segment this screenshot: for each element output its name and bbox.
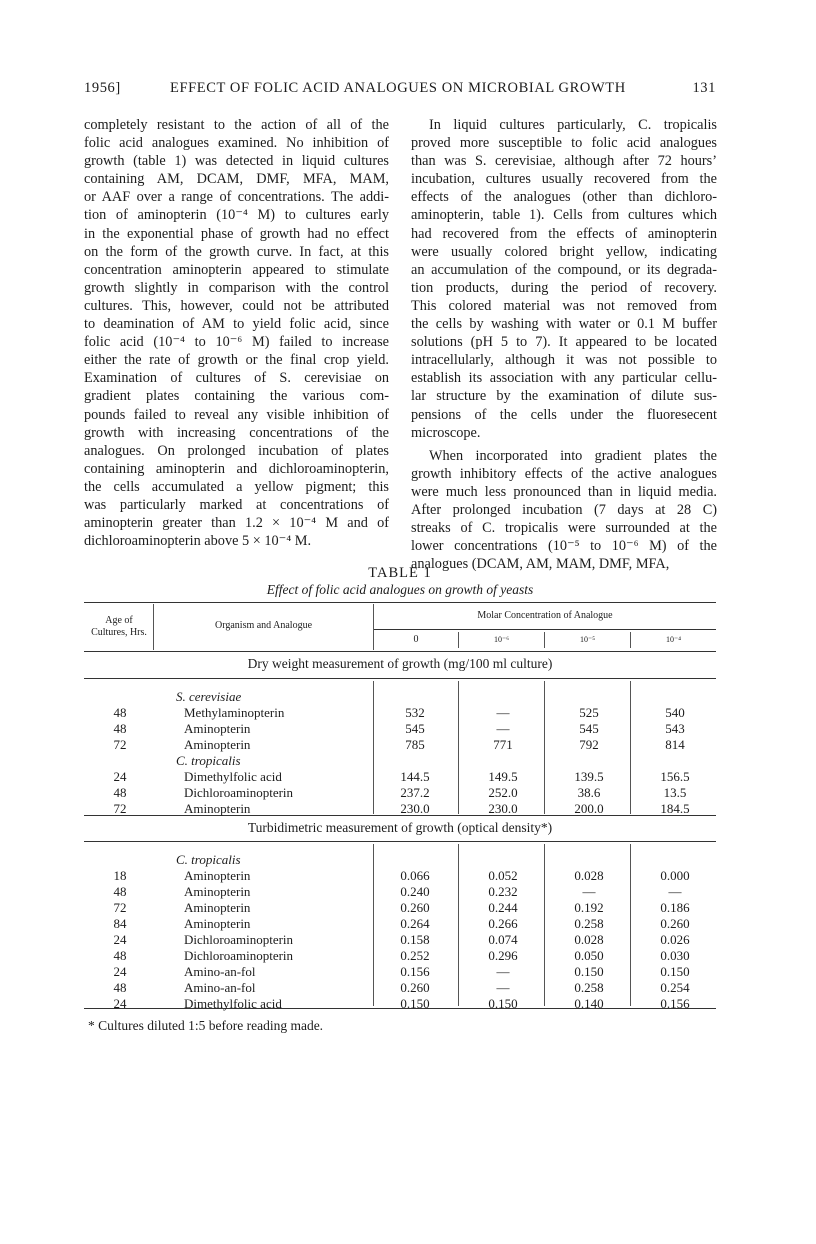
header-organism: Organism and Analogue [214, 620, 313, 631]
table-row [84, 932, 716, 948]
text-line: In liquid cultures particularly, C. tropicalis [429, 117, 717, 133]
text-line: on the form of the growth curve. In fact, at this [84, 243, 389, 260]
table-title: TABLE 1 [368, 565, 432, 581]
analogue-cell: Amino-an-fol [184, 980, 256, 995]
section1-rule [84, 678, 716, 679]
value-cell: 0.030 [660, 948, 690, 963]
text-line: dichloroaminopterin above 5 × 10⁻⁴ M. [84, 533, 312, 550]
analogue-cell: Aminopterin [184, 916, 251, 931]
analogue-cell: C. tropicalis [176, 852, 241, 867]
age-cell: 48 [113, 884, 127, 899]
value-cell: 814 [665, 737, 685, 752]
value-cell: — [496, 980, 510, 995]
analogue-cell: Dichloroaminopterin [184, 785, 294, 800]
value-cell: 0.258 [574, 916, 604, 931]
section-title-turbidimetric: Turbidimetric measurement of growth (optical density*) [247, 820, 553, 835]
text-line: tion products, during the period of recovery. [411, 279, 717, 296]
text-line: than was S. cerevisiae, although after 72 hours’ [411, 153, 717, 170]
text-line: establish its association with any particular cellu- [411, 370, 717, 387]
value-cell: 200.0 [574, 801, 604, 816]
header-conc-0: 0 [413, 634, 419, 645]
analogue-cell: Methylaminopterin [184, 705, 285, 720]
age-cell: 24 [113, 769, 127, 784]
text-line: analogues. On prolonged incubation of plates [84, 442, 389, 459]
age-cell: 48 [113, 785, 127, 800]
value-cell: 0.066 [400, 868, 430, 883]
value-cell: 0.000 [660, 868, 690, 883]
value-cell: 0.264 [400, 916, 430, 931]
text-line: were much less pronounced than in liquid media. [411, 483, 717, 500]
text-line: aminopterin greater than 1.2 × 10⁻⁴ M and of [84, 515, 389, 532]
header-age [84, 615, 154, 639]
analogue-cell: Aminopterin [184, 868, 251, 883]
text-line: the cells by washing with water or 0.1 M buffer [411, 316, 717, 333]
value-cell: 13.5 [663, 785, 687, 800]
text-line: concentration aminopterin appeared to stimulate [84, 261, 389, 278]
text-line: gradient plates containing the various com- [84, 388, 389, 405]
value-cell: 230.0 [400, 801, 430, 816]
value-cell: 792 [579, 737, 599, 752]
value-cell: 0.260 [660, 916, 690, 931]
analogue-cell: C. tropicalis [176, 753, 241, 768]
value-cell: 0.158 [400, 932, 430, 947]
header-molar-concentration: Molar Concentration of Analogue [477, 610, 613, 621]
text-line: the cells accumulated a yellow pigment; this [84, 478, 389, 495]
value-cell: 532 [405, 705, 425, 720]
age-cell: 84 [113, 916, 127, 931]
text-line: This colored material was not removed from [411, 297, 717, 314]
table-caption: Effect of folic acid analogues on growth of yeasts [266, 582, 534, 597]
value-cell: 0.050 [574, 948, 604, 963]
table-row [84, 868, 716, 884]
running-head [84, 80, 716, 102]
value-cell: — [496, 964, 510, 979]
value-cell: 0.260 [400, 980, 430, 995]
analogue-cell: Aminopterin [184, 721, 251, 736]
analogue-cell: Dichloroaminopterin [184, 948, 294, 963]
value-cell: 0.150 [488, 996, 518, 1011]
text-line: When incorporated into gradient plates the [429, 447, 717, 464]
value-cell: 0.028 [574, 932, 604, 947]
organism-heading-row [84, 689, 716, 705]
value-cell: — [668, 884, 682, 899]
table-row [84, 705, 716, 721]
value-cell: 540 [665, 705, 685, 720]
value-cell: 0.232 [488, 884, 518, 899]
value-cell: 0.296 [488, 948, 518, 963]
table-top-rule [84, 602, 716, 603]
age-cell: 18 [113, 868, 127, 883]
value-cell: 0.156 [400, 964, 430, 979]
table-header-rule [84, 651, 716, 652]
value-cell: 0.074 [488, 932, 518, 947]
section2-rule [84, 841, 716, 842]
right-column [411, 116, 717, 573]
text-line: containing AM, DCAM, DMF, MFA, MAM, [84, 171, 389, 188]
table-row [84, 785, 716, 801]
header-conc-1e-6: 10⁻⁶ [493, 635, 509, 644]
value-cell: 0.240 [400, 884, 430, 899]
age-cell: 72 [113, 801, 127, 816]
running-head-title: EFFECT OF FOLIC ACID ANALOGUES ON MICROBIAL GROWTH [170, 80, 626, 96]
table-row [84, 980, 716, 996]
header-age-line: Cultures, Hrs. [91, 627, 147, 638]
value-cell: 0.266 [488, 916, 518, 931]
analogue-cell: Aminopterin [184, 801, 251, 816]
analogue-cell: S. cerevisiae [176, 689, 242, 704]
value-cell: 0.156 [660, 996, 690, 1011]
value-cell: 237.2 [400, 785, 430, 800]
value-cell: 785 [405, 737, 425, 752]
value-cell: 0.026 [660, 932, 690, 947]
value-cell: 771 [493, 737, 513, 752]
header-conc-1e-5: 10⁻⁵ [579, 635, 595, 644]
header-conc-1e-4: 10⁻⁴ [665, 635, 681, 644]
table-row [84, 916, 716, 932]
value-cell: 543 [665, 721, 685, 736]
analogue-cell: Dichloroaminopterin [184, 932, 294, 947]
text-line: Examination of cultures of S. cerevisiae on [84, 370, 389, 387]
value-cell: 545 [405, 721, 425, 736]
text-line: effects of the analogues (other than dichloro- [411, 189, 717, 206]
value-cell: 0.052 [488, 868, 518, 883]
organism-heading-row [84, 852, 716, 868]
value-cell: 0.150 [574, 964, 604, 979]
table-footnote: * Cultures diluted 1:5 before reading made. [88, 1018, 324, 1033]
text-line: incubation, cultures usually recovered from the [411, 171, 717, 188]
text-line: tion of aminopterin (10⁻⁴ M) to cultures early [84, 207, 389, 224]
text-line: analogues (DCAM, AM, MAM, DMF, MFA, [411, 556, 670, 573]
value-cell: 184.5 [660, 801, 690, 816]
page-number: 131 [692, 80, 716, 96]
text-line: cultures. This, however, could not be attributed [84, 297, 389, 314]
text-line: growth inhibitory effects of the active analogues [411, 465, 717, 482]
value-cell: 545 [579, 721, 599, 736]
table-row [84, 801, 716, 817]
value-cell: 0.186 [660, 900, 690, 915]
text-line: had recovered from the effects of aminopterin [411, 225, 717, 242]
header-age-line: Age of [105, 615, 133, 626]
table-row [84, 721, 716, 737]
analogue-cell: Dimethylfolic acid [184, 996, 282, 1011]
text-line: was particularly marked at concentrations of [84, 496, 389, 513]
value-cell: 0.254 [660, 980, 690, 995]
text-line: microscope. [411, 424, 481, 441]
paragraph [411, 116, 717, 442]
value-cell: 38.6 [577, 785, 601, 800]
value-cell: — [496, 705, 510, 720]
value-cell: 0.260 [400, 900, 430, 915]
age-cell: 48 [113, 721, 127, 736]
text-line: After prolonged incubation (7 days at 28 C) [411, 501, 717, 518]
age-cell: 48 [113, 705, 127, 720]
value-cell: 0.028 [574, 868, 604, 883]
analogue-cell: Aminopterin [184, 884, 251, 899]
table-row [84, 964, 716, 980]
text-line: in the exponential phase of growth had no effect [84, 225, 389, 242]
table-row [84, 996, 716, 1012]
age-cell: 48 [113, 948, 127, 963]
analogue-cell: Amino-an-fol [184, 964, 256, 979]
value-cell: 144.5 [400, 769, 430, 784]
table-row [84, 737, 716, 753]
left-column [84, 116, 389, 550]
value-cell: 149.5 [488, 769, 518, 784]
text-line: folic acid (10⁻⁴ to 10⁻⁶ M) failed to increase [84, 334, 389, 351]
value-cell: 525 [579, 705, 599, 720]
text-line: growth (table 1) was detected in liquid cultures [84, 153, 389, 170]
text-line: streaks of C. tropicalis were surrounded at the [411, 520, 717, 537]
text-line: were usually colored bright yellow, indicating [411, 243, 717, 260]
table-sub-rule [374, 629, 716, 630]
value-cell: 156.5 [660, 769, 690, 784]
organism-heading-row [84, 753, 716, 769]
section-title-dry-weight: Dry weight measurement of growth (mg/100 ml culture) [247, 656, 553, 671]
age-cell: 48 [113, 980, 127, 995]
table-row [84, 884, 716, 900]
value-cell: 0.244 [488, 900, 518, 915]
value-cell: 0.258 [574, 980, 604, 995]
text-line: pensions of the cells under the fluoresecent [411, 406, 717, 423]
value-cell: 0.140 [574, 996, 604, 1011]
text-line: folic acid analogues examined. No inhibition of [84, 135, 389, 152]
text-line: lower concentrations (10⁻⁵ to 10⁻⁶ M) of the [411, 538, 717, 555]
analogue-cell: Aminopterin [184, 737, 251, 752]
age-cell: 72 [113, 900, 127, 915]
value-cell: 0.192 [574, 900, 604, 915]
text-line: either the rate of growth or the final crop yield. [84, 352, 389, 369]
running-head-year: 1956] [84, 80, 121, 96]
text-line: or AAF over a range of concentrations. The addi- [84, 189, 389, 206]
age-cell: 24 [113, 964, 127, 979]
text-line: lar structure by the examination of dilute sus- [411, 388, 717, 405]
value-cell: 139.5 [574, 769, 604, 784]
text-line: pounds failed to reveal any visible inhibition of [84, 406, 389, 423]
paragraph [84, 116, 389, 550]
text-line: intracellularly, although it was not possible to [411, 352, 717, 369]
value-cell: 0.252 [400, 948, 430, 963]
text-line: solutions (pH 5 to 7). It appeared to be located [411, 334, 717, 351]
value-cell: — [582, 884, 596, 899]
value-cell: 0.150 [660, 964, 690, 979]
text-line: to deamination of AM to yield folic acid, since [84, 316, 389, 333]
text-line: completely resistant to the action of all of the [84, 117, 389, 133]
analogue-cell: Aminopterin [184, 900, 251, 915]
value-cell: 252.0 [488, 785, 518, 800]
text-line: proved more susceptible to folic acid analogues [411, 135, 717, 152]
text-line: an accumulation of the compound, or its degrada- [411, 261, 717, 278]
age-cell: 72 [113, 737, 127, 752]
text-line: growth with increasing concentrations of the [84, 424, 389, 441]
age-cell: 24 [113, 932, 127, 947]
value-cell: 230.0 [488, 801, 518, 816]
age-cell: 24 [113, 996, 127, 1011]
text-line: containing aminopterin and dichloroaminopterin, [84, 460, 389, 477]
table-row [84, 948, 716, 964]
table-row [84, 900, 716, 916]
value-cell: 0.150 [400, 996, 430, 1011]
paragraph [411, 447, 717, 574]
value-cell: — [496, 721, 510, 736]
text-line: aminopterin, table 1). Cells from cultures which [411, 207, 717, 224]
table-row [84, 769, 716, 785]
analogue-cell: Dimethylfolic acid [184, 769, 282, 784]
text-line: growth slightly in comparison with the control [84, 279, 389, 296]
